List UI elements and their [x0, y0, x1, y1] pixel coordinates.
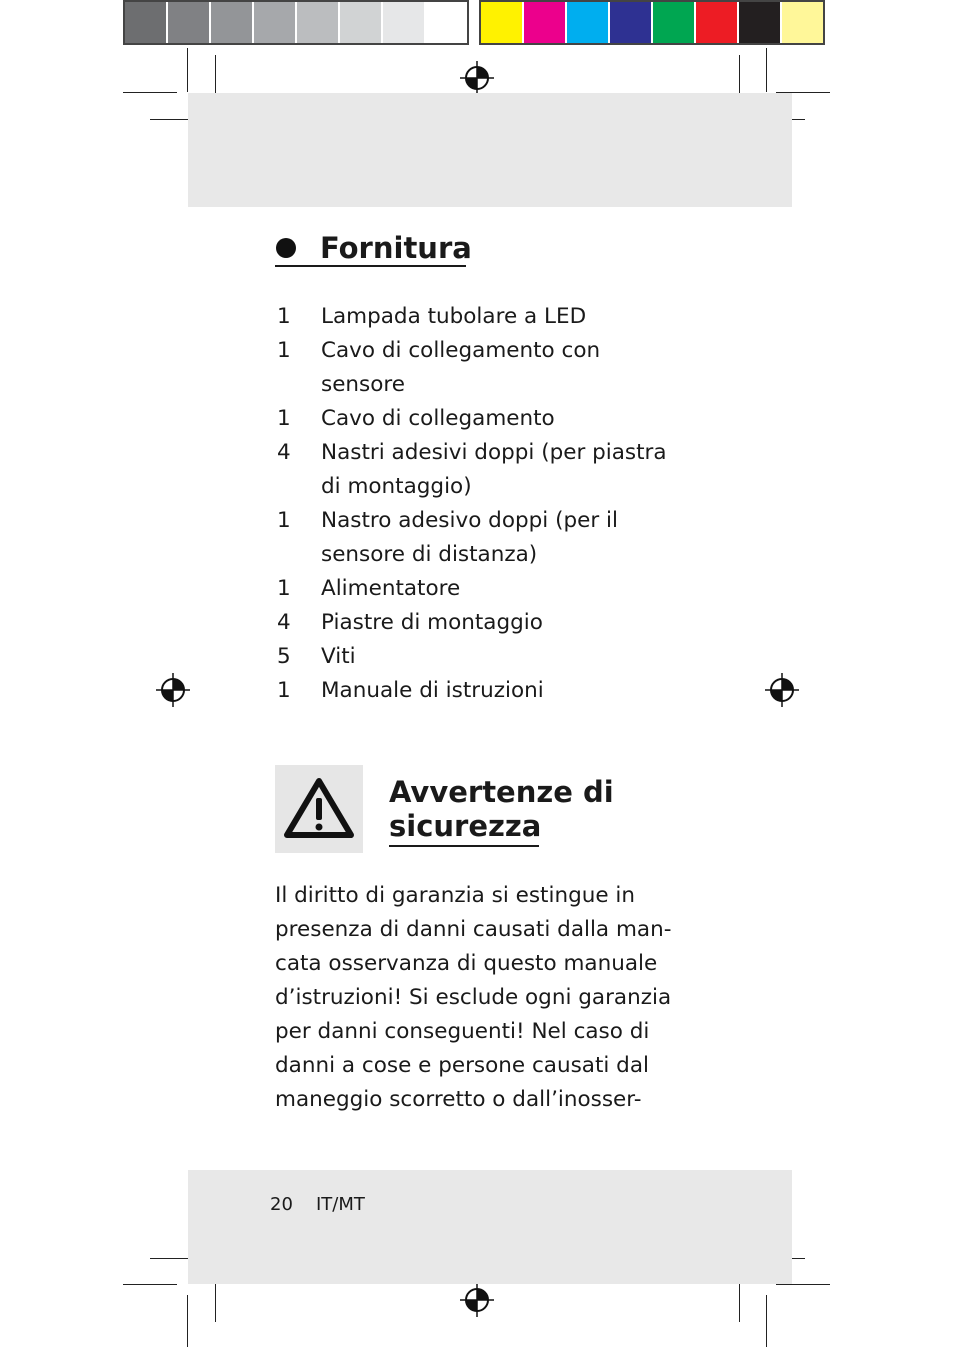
list-item — [275, 572, 695, 606]
paragraph-line: presenza di danni causati dalla man- — [275, 917, 672, 942]
item-description-line: Manuale di istruzioni — [321, 678, 544, 703]
heading-underline — [389, 845, 539, 847]
title-line: Avvertenze di — [389, 775, 614, 809]
gray-swatch — [426, 2, 467, 43]
item-quantity: 5 — [277, 644, 291, 669]
item-description-line: Piastre di montaggio — [321, 610, 543, 635]
list-item — [275, 504, 695, 572]
item-description — [321, 334, 695, 402]
gray-swatch — [254, 2, 297, 43]
list-item — [275, 334, 695, 402]
item-description — [321, 674, 695, 708]
item-description-line: Nastro adesivo doppi (per il — [321, 508, 618, 533]
warning-box — [275, 765, 363, 853]
item-quantity: 1 — [277, 576, 291, 601]
registration-mark-icon — [460, 61, 494, 95]
item-description-line: Lampada tubolare a LED — [321, 304, 587, 329]
item-description-line: Viti — [321, 644, 356, 669]
item-description — [321, 436, 695, 504]
item-quantity: 4 — [277, 440, 291, 465]
registration-mark-icon — [460, 1283, 494, 1317]
registration-mark-icon — [765, 673, 799, 707]
item-description-line: Nastri adesivi doppi (per piastra — [321, 440, 667, 465]
section-title-fornitura: Fornitura — [320, 231, 472, 265]
paragraph-line: maneggio scorretto o dall’inosser- — [275, 1087, 642, 1112]
color-control-bar — [123, 0, 825, 45]
title-line: sicurezza — [389, 809, 542, 843]
item-quantity: 1 — [277, 304, 291, 329]
item-quantity: 4 — [277, 610, 291, 635]
bullet-icon — [276, 238, 296, 258]
list-item — [275, 674, 695, 708]
gray-swatch — [383, 2, 426, 43]
delivery-contents-list — [275, 300, 695, 708]
warning-triangle-icon — [275, 765, 363, 853]
process-swatch — [782, 2, 823, 43]
process-swatch — [696, 2, 739, 43]
heading-underline — [275, 265, 466, 267]
paragraph-line: cata osservanza di questo manuale — [275, 951, 658, 976]
process-swatch — [481, 2, 524, 43]
process-swatch — [653, 2, 696, 43]
gray-swatch — [297, 2, 340, 43]
item-description — [321, 402, 695, 436]
item-quantity: 1 — [277, 406, 291, 431]
item-description-line: Cavo di collegamento con — [321, 338, 601, 363]
section-title-avvertenze — [389, 775, 614, 843]
list-item — [275, 606, 695, 640]
process-swatch — [610, 2, 653, 43]
safety-paragraph — [275, 879, 685, 1117]
item-quantity: 1 — [277, 338, 291, 363]
gray-swatch — [340, 2, 383, 43]
item-quantity: 1 — [277, 678, 291, 703]
process-swatch — [524, 2, 567, 43]
gray-swatch-group — [123, 0, 469, 45]
process-swatch — [567, 2, 610, 43]
item-description-line: sensore — [321, 372, 406, 397]
gray-swatch — [125, 2, 168, 43]
item-description-line: di montaggio) — [321, 474, 472, 499]
list-item — [275, 436, 695, 504]
language-code: IT/MT — [316, 1194, 365, 1215]
item-description-line: Cavo di collegamento — [321, 406, 555, 431]
list-item — [275, 402, 695, 436]
item-description — [321, 504, 695, 572]
page-number: 20 — [270, 1194, 293, 1215]
paragraph-line: Il diritto di garanzia si estingue in — [275, 883, 636, 908]
header-band — [188, 93, 792, 207]
gray-swatch — [168, 2, 211, 43]
item-quantity: 1 — [277, 508, 291, 533]
item-description-line: sensore di distanza) — [321, 542, 538, 567]
paragraph-line: danni a cose e persone causati dal — [275, 1053, 649, 1078]
paragraph-line: per danni conseguenti! Nel caso di — [275, 1019, 650, 1044]
item-description-line: Alimentatore — [321, 576, 461, 601]
item-description — [321, 572, 695, 606]
gray-swatch — [211, 2, 254, 43]
item-description — [321, 606, 695, 640]
process-swatch-group — [479, 0, 825, 45]
process-swatch — [739, 2, 782, 43]
item-description — [321, 640, 695, 674]
item-description — [321, 300, 695, 334]
list-item — [275, 640, 695, 674]
registration-mark-icon — [156, 673, 190, 707]
list-item — [275, 300, 695, 334]
footer-band — [188, 1170, 792, 1284]
paragraph-line: d’istruzioni! Si esclude ogni garanzia — [275, 985, 672, 1010]
